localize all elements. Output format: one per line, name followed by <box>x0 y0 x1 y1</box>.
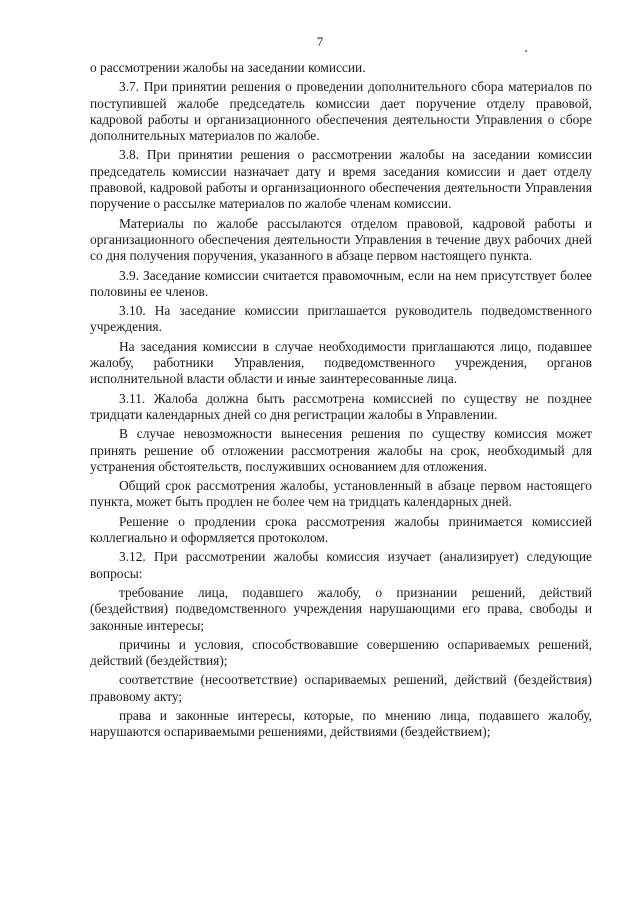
paragraph-3-8: 3.8. При принятии решения о рассмотрении жалобы на заседании комиссии председатель комиссии назначает дату и время заседания комиссии и дает отделу правовой, кадровой работы и организационного обеспечения деятельности Управления поручение о рассылке материалов по жалобе членам комиссии. <box>90 147 592 212</box>
paragraph-question-4: права и законные интересы, которые, по мнению лица, подавшего жалобу, нарушаются оспариваемыми решениями, действиями (бездействием); <box>90 707 592 740</box>
paragraph-extension: Решение о продлении срока рассмотрения жалобы принимается комиссией коллегиально и оформляется протоколом. <box>90 513 592 546</box>
paragraph-invitees: На заседания комиссии в случае необходимости приглашаются лицо, подавшее жалобу, работники Управления, подведомственного учреждения, органов исполнительной власти области и иные заинтересованные лица. <box>90 338 592 387</box>
paragraph-3-9: 3.9. Заседание комиссии считается правомочным, если на нем присутствует более половины ее членов. <box>90 267 592 299</box>
paragraph-question-2: причины и условия, способствовавшие совершению оспариваемых решений, действий (бездействия); <box>90 636 592 669</box>
paragraph-continuation: о рассмотрении жалобы на заседании комиссии. <box>90 60 366 75</box>
scan-speck <box>525 50 527 52</box>
paragraph-3-12: 3.12. При рассмотрении жалобы комиссия изучает (анализирует) следующие вопросы: <box>90 549 592 581</box>
page-number: 7 <box>316 34 324 49</box>
paragraph-materials: Материалы по жалобе рассылаются отделом правовой, кадровой работы и организационного обеспечения деятельности Управления в течение двух рабочих дней со дня получения поручения, указанного в абзаце первом настоящего пункта. <box>90 215 592 264</box>
paragraph-total-term: Общий срок рассмотрения жалобы, установленный в абзаце первом настоящего пункта, может быть продлен не более чем на тридцать календарных дней. <box>90 478 592 510</box>
paragraph-3-11: 3.11. Жалоба должна быть рассмотрена комиссией по существу не позднее тридцати календарных дней со дня регистрации жалобы в Управлении. <box>90 390 592 422</box>
document-body <box>90 60 592 744</box>
paragraph-question-1: требование лица, подавшего жалобу, о признании решений, действий (бездействия) подведомственного учреждения нарушающими его права, свободы и законные интересы; <box>90 584 592 633</box>
paragraph-postponement: В случае невозможности вынесения решения по существу комиссия может принять решение об отложении рассмотрения жалобы на срок, необходимый для устранения обстоятельств, послуживших основанием для отложения. <box>90 426 592 474</box>
paragraph-3-10: 3.10. На заседание комиссии приглашается руководитель подведомственного учреждения. <box>90 303 592 335</box>
paragraph-3-7: 3.7. При принятии решения о проведении дополнительного сбора материалов по поступившей жалобе председатель комиссии дает поручение отделу правовой, кадровой работы и организационного обеспечения деятельности Управления о сборе дополнительных материалов по жалобе. <box>90 79 592 144</box>
paragraph-question-3: соответствие (несоответствие) оспариваемых решений, действий (бездействия) правовому акту; <box>90 672 592 704</box>
